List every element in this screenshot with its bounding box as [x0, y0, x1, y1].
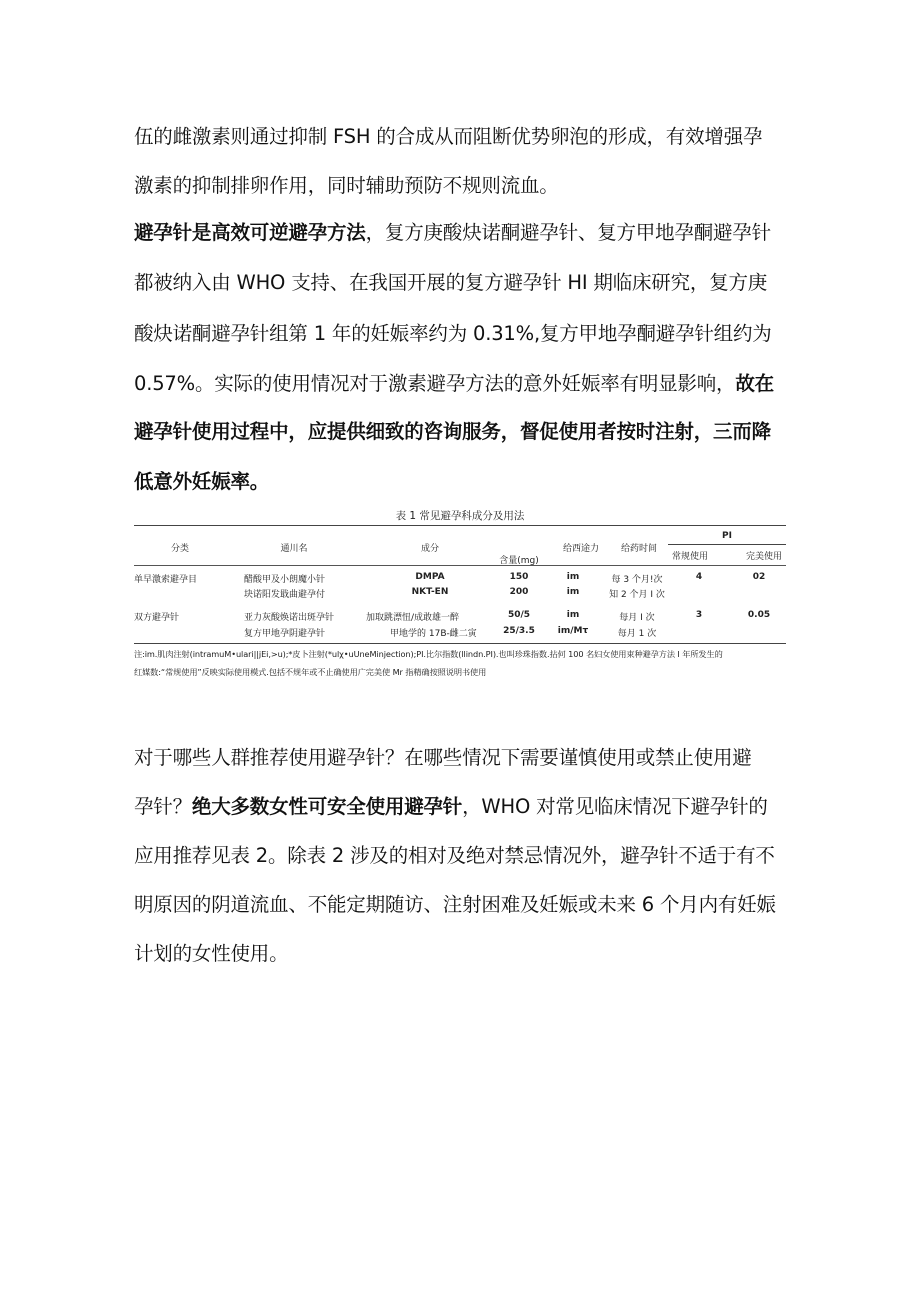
text-line: 应用推荐见表 2。除表 2 涉及的相对及绝对禁忌情况外，避孕针不适于有不	[134, 844, 775, 867]
header-generic-name: 通川名	[280, 544, 308, 554]
row1-timing-2: 知 2 个月 I 次	[609, 590, 665, 600]
header-timing: 给药时间	[620, 544, 657, 554]
text-line	[134, 218, 771, 247]
text-span: ，WHO 对常见临床情况下避孕针的	[462, 795, 768, 818]
text-line: 计划的女性使用。	[134, 942, 289, 965]
table-top-rule	[134, 525, 786, 526]
bold-emphasis: 绝大多数女性可安全使用避孕针	[191, 795, 463, 818]
text-line	[134, 417, 771, 446]
row2-content-1: 50/5	[507, 610, 531, 620]
text-line: 酸炔诺酮避孕针组第 1 年的妊娠率约为 0.31%,复方甲地孕酮避孕针组约为	[134, 322, 772, 345]
row1-name-2: 块诺阳发戢曲避孕付	[244, 590, 326, 600]
row2-timing-2: 每月 1 次	[617, 629, 657, 639]
text-line: 明原因的阴道流血、不能定期随访、注射困难及妊娠或未来 6 个月内有妊娠	[134, 893, 776, 916]
row2-category: 双方避孕针	[134, 613, 180, 623]
header-component: 成分	[420, 544, 439, 554]
text-line	[134, 792, 768, 821]
row1-timing-1: 每 3 个月!次	[611, 575, 663, 585]
pi-subheader-rule	[668, 544, 786, 545]
row2-component-2: 甲地学的 17B-雌二寅	[390, 629, 477, 639]
row1-route-2: im	[566, 587, 580, 597]
row1-content-2: 200	[509, 587, 529, 597]
bold-emphasis: 避孕针是高效可逆避孕方法	[134, 221, 366, 244]
text-line: 都被纳入由 WHO 支持、在我国开展的复方避孕针 HI 期临床研究，复方庚	[134, 271, 768, 294]
bold-emphasis: 低意外妊娠率。	[134, 470, 270, 493]
row2-pi-typical: 3	[695, 610, 703, 620]
row2-pi-perfect: 0.05	[747, 610, 771, 620]
row1-name-1: 醋酸甲及小朗魔小针	[244, 575, 326, 585]
row1-content-1: 150	[509, 572, 529, 582]
table-title: 表 1 常见避孕科成分及用法	[395, 510, 525, 522]
row2-route-1: im	[566, 610, 580, 620]
text-span: 孕针？	[134, 795, 192, 818]
row2-component-1: 加取跳漂忸/成敢雄一醉	[366, 613, 460, 623]
header-pi-perfect: 完美使用	[746, 552, 783, 562]
header-route: 给西途力	[562, 544, 599, 554]
table-note-line-2: 红媒数:“常规使用”反映实际使用模式.包括不规年或不止确使用广完美使 Mr 指精确按照说明书使用	[134, 667, 487, 677]
row2-timing-1: 每月 I 次	[619, 613, 655, 623]
text-span: ，复方庚酸炔诺酮避孕针、复方甲地孕酮避孕针	[365, 221, 771, 244]
text-line	[134, 467, 269, 496]
table-note-line-1: 注:im.肌肉注射(intramuM•ulari||jEi,>u);*皮卜注射(*ulχ•uUneMinjection);PI.比尔指数(llindn.PI).也叫珍珠指数.拈何 100 名妇女使用束种避孕方法 I 年所发生的	[134, 649, 723, 659]
text-line	[134, 369, 774, 398]
row2-name-1: 亚力灰酸焕诺出斑孕针	[244, 613, 335, 623]
row2-name-2: 复方甲地孕阴避孕针	[244, 629, 326, 639]
text-line: 对于哪些人群推荐使用避孕针？在哪些情况下需要谨慎使用或禁止使用避	[134, 746, 752, 769]
bold-emphasis: 避孕针使用过程中，应提供细致的咨询服务，督促使用者按时注射，三而降	[134, 420, 771, 443]
text-line: 激素的抑制排卵作用，同时辅助预防不规则流血。	[134, 174, 559, 197]
header-pi-typical: 常规使用	[672, 552, 709, 562]
header-content: 含量(mg)	[499, 556, 539, 566]
header-category: 分类	[170, 544, 189, 554]
text-line: 伍的雌激素则通过抑制 FSH 的合成从而阻断优势卵泡的形成，有效增强孕	[134, 125, 763, 148]
row1-component-2: NKT-EN	[411, 587, 449, 597]
header-pi: PI	[722, 531, 732, 541]
row2-content-2: 25/3.5	[503, 626, 535, 636]
row2-route-2: im/Mτ	[557, 626, 589, 636]
row1-pi-typical: 4	[695, 572, 703, 582]
row1-pi-perfect: 02	[752, 572, 766, 582]
row1-component-1: DMPA	[415, 572, 445, 582]
table-bottom-rule	[134, 643, 786, 644]
header-bottom-rule	[134, 565, 786, 566]
row1-route-1: im	[566, 572, 580, 582]
bold-emphasis: 故在	[735, 372, 774, 395]
row1-category: 单早激索避孕目	[134, 575, 198, 585]
text-span: 0.57%。实际的使用情况对于激素避孕方法的意外妊娠率有明显影响，	[134, 372, 736, 395]
